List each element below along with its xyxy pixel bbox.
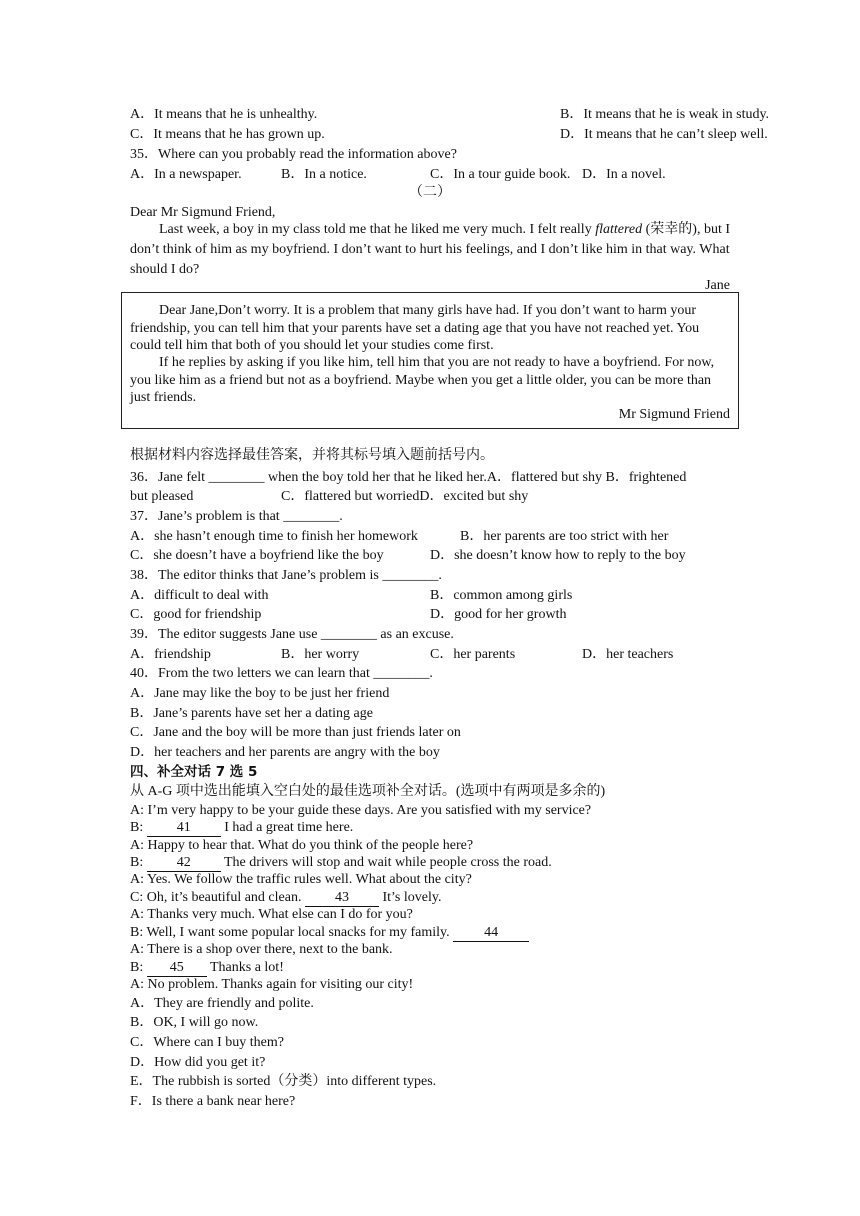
q40-option-a: A．Jane may like the boy to be just her friend — [130, 686, 390, 701]
q37-stem: 37．Jane’s problem is that ________. — [130, 509, 343, 524]
q39-option-d: D．her teachers — [582, 647, 674, 662]
section-four-title: 四、补全对话 7 选 5 — [130, 764, 258, 780]
q34-option-b: B．It means that he is weak in study. — [560, 107, 770, 122]
q35-stem: 35．Where can you probably read the information above? — [130, 147, 457, 162]
q34-option-c: C．It means that he has grown up. — [130, 127, 325, 142]
q38-option-d: D．good for her growth — [430, 607, 567, 622]
letter-body-text: Last week, a boy in my class told me that he liked me very much. I felt really — [159, 222, 596, 237]
q37-option-c: C．she doesn’t have a boyfriend like the boy — [130, 548, 384, 563]
speaker-label: B: — [130, 820, 147, 835]
dialogue-line — [130, 924, 529, 942]
q35-option-a: A．In a newspaper. — [130, 167, 242, 182]
answer-blank-42: 42 — [147, 855, 221, 872]
q38-option-row — [130, 606, 567, 624]
q40-option-b: B．Jane’s parents have set her a dating age — [130, 706, 373, 721]
q39-option-c: C．her parents — [430, 647, 516, 662]
letter-signature: Jane — [705, 278, 730, 293]
q34-option-row — [130, 126, 768, 144]
reply-box — [121, 292, 739, 429]
q38-stem: 38．The editor thinks that Jane’s problem is ________. — [130, 568, 442, 583]
q36-line-2 — [130, 488, 730, 506]
q37-option-d: D．she doesn’t know how to reply to the boy — [430, 548, 686, 563]
q35-options — [130, 166, 730, 184]
q34-option-a: A．It means that he is unhealthy. — [130, 107, 318, 122]
dialogue-line: A: No problem. Thanks again for visiting our city! — [130, 977, 414, 992]
dialogue-option: A．They are friendly and polite. — [130, 996, 314, 1011]
dialogue-text: C: Oh, it’s beautiful and clean. — [130, 890, 305, 905]
dialogue-line: A: Yes. We follow the traffic rules well. What about the city? — [130, 872, 472, 887]
dialogue-line — [130, 854, 552, 872]
dialogue-text: It’s lovely. — [378, 890, 442, 905]
speaker-label: B: — [130, 960, 147, 975]
q35-option-d: D．In a novel. — [582, 167, 666, 182]
dialogue-line: A: Thanks very much. What else can I do for you? — [130, 907, 413, 922]
dialogue-line — [130, 959, 284, 977]
dialogue-option: F．Is there a bank near here? — [130, 1094, 296, 1109]
reply-signature: Mr Sigmund Friend — [618, 407, 730, 422]
q39-option-a: A．friendship — [130, 647, 211, 662]
q37-option-row — [130, 528, 669, 546]
q39-option-b: B．her worry — [281, 647, 360, 662]
q38-option-a: A．difficult to deal with — [130, 588, 269, 603]
q38-option-c: C．good for friendship — [130, 607, 262, 622]
letter-body-italic: flattered — [595, 222, 643, 237]
dialogue-option: B．OK, I will go now. — [130, 1015, 259, 1030]
dialogue-text: Thanks a lot! — [206, 960, 284, 975]
answer-blank-45: 45 — [147, 960, 207, 977]
answer-blank-43: 43 — [305, 890, 379, 907]
q36-line-1: 36．Jane felt ________ when the boy told her that he liked her.A．flattered but shy B．frightened — [130, 470, 687, 485]
q37-option-b: B．her parents are too strict with her — [460, 529, 669, 544]
section-four-instruction: 从 A-G 项中选出能填入空白处的最佳选项补全对话。(选项中有两项是多余的) — [130, 784, 606, 799]
q40-option-d: D．her teachers and her parents are angry with the boy — [130, 745, 440, 760]
q34-option-d: D．It means that he can’t sleep well. — [560, 127, 768, 142]
q36-option-b-cont: but pleased — [130, 489, 194, 504]
dialogue-text: I had a great time here. — [220, 820, 354, 835]
dialogue-option: C．Where can I buy them? — [130, 1035, 284, 1050]
dialogue-option: D．How did you get it? — [130, 1055, 266, 1070]
q36-options-cd: C．flattered but worriedD．excited but shy — [281, 489, 529, 504]
q37-option-a: A．she hasn’t enough time to finish her homework — [130, 529, 418, 544]
letter-salutation: Dear Mr Sigmund Friend, — [130, 205, 276, 220]
q37-option-row — [130, 547, 686, 565]
q40-option-c: C．Jane and the boy will be more than just friends later on — [130, 725, 461, 740]
dialogue-line — [130, 889, 441, 907]
q38-option-b: B．common among girls — [430, 588, 573, 603]
dialogue-line: A: I’m very happy to be your guide these days. Are you satisfied with my service? — [130, 803, 592, 818]
q38-option-row — [130, 587, 573, 605]
letter-body-text: (荣幸的), but I don’t think of him as my boyfriend. I don’t want to hurt his feelings, and I don’t like him in that way. What should I do? — [130, 222, 731, 277]
instruction: 根据材料内容选择最佳答案，并将其标号填入题前括号内。 — [130, 448, 494, 463]
section-two-label: （二） — [409, 185, 451, 200]
reply-paragraph-1: Dear Jane,Don’t worry. It is a problem that many girls have had. If you don’t want to harm your friendship, you can tell him that your parents have set a dating age that you have not reached yet. You could tell him that both of you should let your studies come first. — [130, 303, 700, 353]
dialogue-line — [130, 819, 353, 837]
q35-option-c: C．In a tour guide book. — [430, 167, 571, 182]
dialogue-text: The drivers will stop and wait while people cross the road. — [220, 855, 552, 870]
q39-stem: 39．The editor suggests Jane use ________ as an excuse. — [130, 627, 454, 642]
dialogue-line: A: Happy to hear that. What do you think of the people here? — [130, 838, 474, 853]
q34-option-row — [130, 106, 770, 124]
q40-stem: 40．From the two letters we can learn that ________. — [130, 666, 433, 681]
speaker-label: B: — [130, 855, 147, 870]
dialogue-option: E．The rubbish is sorted（分类）into different types. — [130, 1074, 437, 1089]
answer-blank-41: 41 — [147, 820, 221, 837]
q35-option-b: B．In a notice. — [281, 167, 367, 182]
dialogue-text: B: Well, I want some popular local snacks for my family. — [130, 925, 454, 940]
reply-paragraph-2: If he replies by asking if you like him, tell him that you are not ready to have a boyfriend. For now, you like him as a friend but not as a boyfriend. Maybe when you get a little older, you can be more than just friends. — [130, 355, 715, 405]
answer-blank-44: 44 — [453, 925, 529, 942]
q39-options — [130, 646, 730, 664]
dialogue-line: A: There is a shop over there, next to the bank. — [130, 942, 393, 957]
letter-body — [130, 220, 730, 280]
